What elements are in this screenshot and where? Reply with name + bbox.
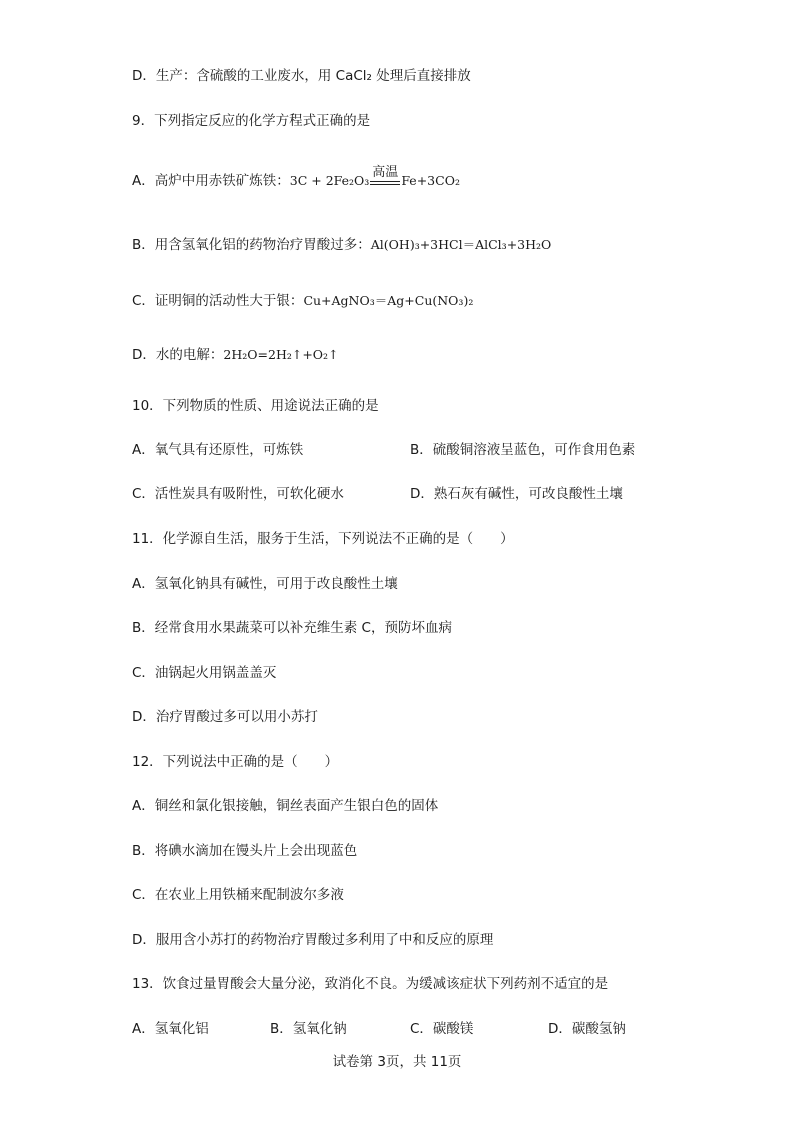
- equation: Cu+AgNO₃＝Ag+Cu(NO₃)₂: [303, 293, 474, 308]
- question-12-option-b: B．将碘水滴加在馒头片上会出现蓝色: [132, 843, 358, 859]
- question-9-option-b: [132, 235, 551, 255]
- question-12-option-d: D．服用含小苏打的药物治疗胃酸过多利用了中和反应的原理: [132, 932, 494, 948]
- equation-left: 3C + 2Fe₂O₃: [289, 173, 370, 188]
- equation: Al(OH)₃+3HCl＝AlCl₃+3H₂O: [370, 237, 552, 252]
- question-10-option-d: D．熟石灰有碱性，可改良酸性土壤: [410, 486, 623, 502]
- question-13-option-d: D．碳酸氢钠: [548, 1021, 626, 1037]
- option-label: C．证明铜的活动性大于银：: [132, 293, 304, 309]
- equation: 2H₂O=2H₂↑+O₂↑: [223, 347, 339, 362]
- option-d-previous: D．生产：含硫酸的工业废水，用 CaCl₂ 处理后直接排放: [132, 68, 471, 84]
- question-11-option-c: C．油锅起火用锅盖盖灭: [132, 665, 277, 681]
- question-11-option-a: A．氢氧化钠具有碱性，可用于改良酸性土壤: [132, 576, 398, 592]
- question-13-option-a: A．氢氧化铝: [132, 1021, 209, 1037]
- question-9-option-d: [132, 345, 339, 365]
- question-13-option-b: B．氢氧化钠: [270, 1021, 347, 1037]
- question-10-option-c: C．活性炭具有吸附性，可软化硬水: [132, 486, 344, 502]
- condition-text: 高温: [372, 165, 399, 180]
- question-11-option-d: D．治疗胃酸过多可以用小苏打: [132, 709, 318, 725]
- option-label: D．水的电解：: [132, 347, 224, 363]
- question-11-stem: 11．化学源自生活，服务于生活，下列说法不正确的是（ ）: [132, 531, 514, 547]
- reaction-condition: [370, 165, 400, 185]
- question-10-option-a: A．氧气具有还原性，可炼铁: [132, 442, 304, 458]
- question-11-option-b: B．经常食用水果蔬菜可以补充维生素 C，预防坏血病: [132, 620, 452, 636]
- question-10-stem: 10．下列物质的性质、用途说法正确的是: [132, 398, 379, 414]
- question-12-option-a: A．铜丝和氯化银接触，铜丝表面产生银白色的固体: [132, 798, 439, 814]
- option-label: A．高炉中用赤铁矿炼铁：: [132, 173, 290, 189]
- question-9-stem: 9．下列指定反应的化学方程式正确的是: [132, 113, 371, 129]
- question-12-stem: 12．下列说法中正确的是（ ）: [132, 754, 339, 770]
- question-9-option-a: [132, 165, 460, 191]
- question-10-option-b: B．硫酸铜溶液呈蓝色，可作食用色素: [410, 442, 636, 458]
- page-footer: 试卷第 3页，共 11页: [332, 1054, 462, 1070]
- question-9-option-c: [132, 291, 473, 311]
- equation-right: Fe+3CO₂: [401, 173, 460, 188]
- question-13-stem: 13．饮食过量胃酸会大量分泌，致消化不良。为缓减该症状下列药剂不适宜的是: [132, 976, 609, 992]
- question-13-option-c: C．碳酸镁: [410, 1021, 474, 1037]
- question-12-option-c: C．在农业上用铁桶来配制波尔多液: [132, 887, 344, 903]
- option-label: B．用含氢氧化铝的药物治疗胃酸过多：: [132, 237, 371, 253]
